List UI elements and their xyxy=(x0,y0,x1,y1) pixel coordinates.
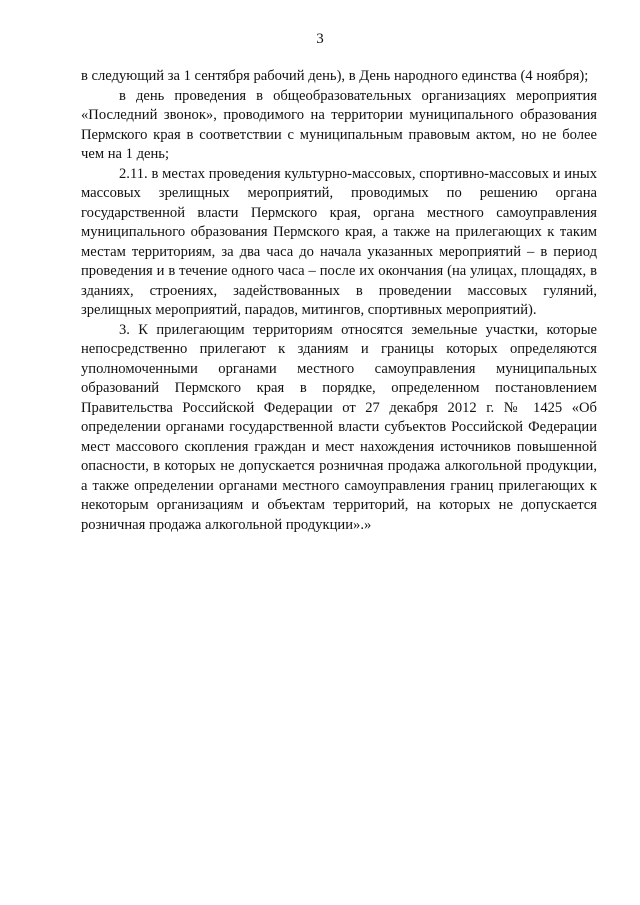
page-number: 3 xyxy=(316,31,324,47)
paragraph-continuation: в следующий за 1 сентября рабочий день), в День народного единства (4 ноября); xyxy=(81,68,589,84)
paragraph-last-bell: в день проведения в общеобразовательных организациях мероприятия «Последний звонок», проводимого на территории муниципального образования Пермского края в соответствии с муниципальным правовым актом, но не более чем на 1 день; xyxy=(81,87,597,162)
document-body xyxy=(81,67,597,535)
paragraph-clause-3: 3. К прилегающим территориям относятся земельные участки, которые непосредственно прилегают к зданиям и границы которых определяются уполномоченными органами местного самоуправления муниципальных образований Пермского края в порядке, определенном постановлением Правительства Российской Федерации от 27 декабря 2012 г. № 1425 «Об определении органами государственной власти субъектов Российской Федерации мест массового скопления граждан и мест нахождения источников повышенной опасности, в которых не допускается розничная продажа алкогольной продукции, а также определении органами местного самоуправления границ прилегающих к некоторым организациям и объектам территорий, на которых не допускается розничная продажа алкогольной продукции».» xyxy=(81,321,597,533)
paragraph-clause-2-11: 2.11. в местах проведения культурно-массовых, спортивно-массовых и иных массовых зрелищных мероприятий, проводимых по решению органа государственной власти Пермского края, органа местного самоуправления муниципального образования Пермского края, а также на прилегающих к таким местам территориям, за два часа до начала указанных мероприятий – в период проведения и в течение одного часа – после их окончания (на улицах, площадях, в зданиях, строениях, задействованных в проведении массовых гуляний, зрелищных мероприятий, парадов, митингов, спортивных мероприятий). xyxy=(81,165,597,318)
